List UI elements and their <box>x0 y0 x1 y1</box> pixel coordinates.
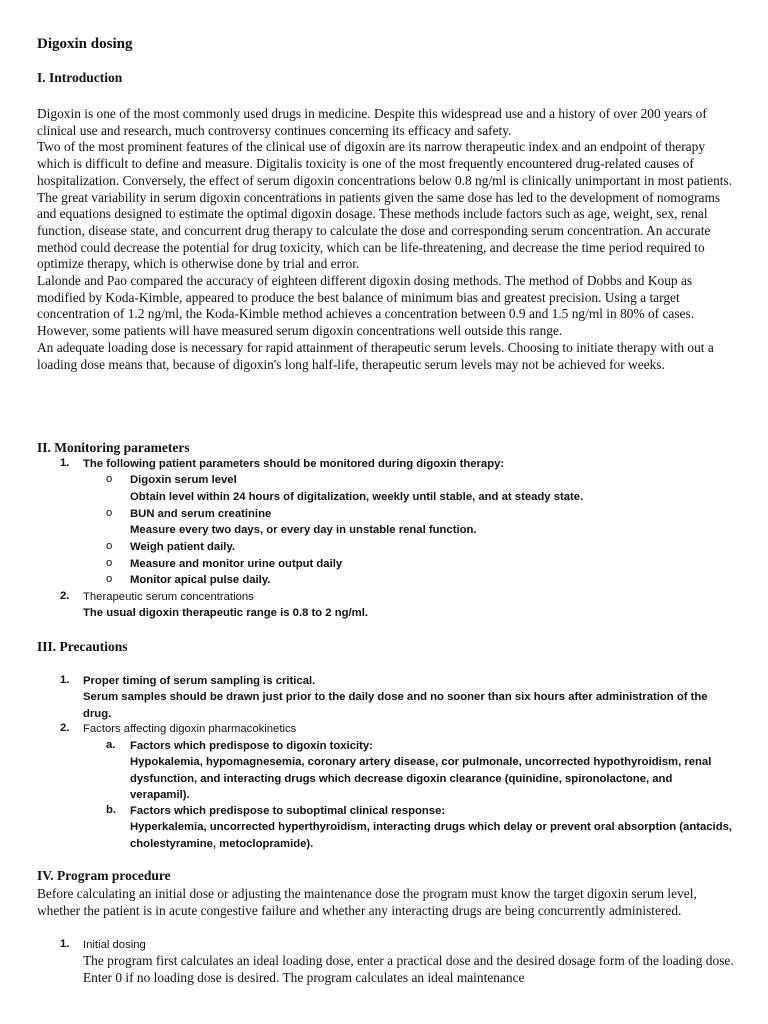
paragraph: The great variability in serum digoxin concentrations in patients given the same dose has led to the development of nomograms and equations designed to estimate the optimal digoxin dosage. These methods include factors such as age, weight, sex, renal function, disease state, and concurrent drug therapy to calculate the dose and corresponding serum concentration. An accurate method could decrease the potential for drug toxicity, which can be life-threatening, and decrease the time period required to optimize therapy, which is otherwise done by trial and error. <box>37 189 721 272</box>
section-heading-program-procedure: IV. Program procedure <box>37 868 171 883</box>
bullet-marker: o <box>106 573 113 585</box>
program-procedure-intro: Before calculating an initial dose or adjusting the maintenance dose the program must know the target digoxin serum level, whether the patient is in acute congestive failure and whether any interacting drugs are being concurrently administered. <box>37 886 697 918</box>
sublist-item-text: Factors which predispose to suboptimal clinical response: <box>130 805 446 817</box>
list-number: 1. <box>60 938 70 950</box>
paragraph: Lalonde and Pao compared the accuracy of eighteen different digoxin dosing methods. The method of Dobbs and Koup as modified by Koda-Kimble, appeared to produce the best balance of minimum bias and greatest precision. Using a target concentration of 1.2 ng/ml, the Koda-Kimble method achieves a concentration between 0.9 and 1.5 ng/ml in 80% of cases. However, some patients will have measured serum digoxin concentrations well outside this range. <box>37 273 695 339</box>
sublist-item-detail: Hypokalemia, hypomagnesemia, coronary artery disease, cor pulmonale, uncorrected hypothyroidism, renal dysfunction, and interacting drugs which decrease digoxin clearance (quinidine, spironolactone, and verapamil). <box>130 756 712 802</box>
list-item-detail: Serum samples should be drawn just prior to the daily dose and no sooner than six hours after administration of the drug. <box>83 691 708 720</box>
bullet-item: Weigh patient daily. <box>130 541 236 553</box>
paragraph: An adequate loading dose is necessary for rapid attainment of therapeutic serum levels. Choosing to initiate therapy with out a loading dose means that, because of digoxin's long half-life, therapeutic serum levels may not be achieved for weeks. <box>37 339 714 372</box>
bullet-item: Monitor apical pulse daily. <box>130 574 271 586</box>
bullet-item: Digoxin serum level <box>130 474 237 486</box>
bullet-detail: Measure every two days, or every day in unstable renal function. <box>130 524 477 536</box>
list-item-text: Initial dosing <box>83 939 146 951</box>
sublist-item-detail: Hyperkalemia, uncorrected hyperthyroidism, interacting drugs which delay or prevent oral absorption (antacids, cholestyramine, metoclopramide). <box>130 821 733 850</box>
list-item-text: Proper timing of serum sampling is critical. <box>83 675 316 687</box>
list-number: 1. <box>60 457 70 469</box>
sublist-label: a. <box>106 739 116 751</box>
section-heading-monitoring: II. Monitoring parameters <box>37 440 190 455</box>
bullet-item: BUN and serum creatinine <box>130 508 272 520</box>
bullet-marker: o <box>106 557 113 569</box>
list-item-text: The following patient parameters should be monitored during digoxin therapy: <box>83 458 505 470</box>
paragraph: Two of the most prominent features of the clinical use of digoxin are its narrow therapeutic index and an endpoint of therapy which is difficult to define and measure. Digitalis toxicity is one of the most frequently encountered drug-related causes of hospitalization. Conversely, the effect of serum digoxin concentrations below 0.8 ng/ml is clinically unimportant in most patients. <box>37 139 733 188</box>
list-item-detail: The program first calculates an ideal loading dose, enter a practical dose and the desired dosage form of the loading dose. Enter 0 if no loading dose is desired. The program calculates an ideal maintenance <box>83 953 734 985</box>
list-number: 2. <box>60 722 70 734</box>
list-number: 1. <box>60 674 70 686</box>
bullet-marker: o <box>106 540 113 552</box>
list-item-detail: The usual digoxin therapeutic range is 0.8 to 2 ng/ml. <box>83 607 368 619</box>
sublist-label: b. <box>106 804 117 816</box>
section-heading-introduction: I. Introduction <box>37 70 123 85</box>
list-number: 2. <box>60 590 70 602</box>
bullet-item: Measure and monitor urine output daily <box>130 558 343 570</box>
document-title: Digoxin dosing <box>37 36 133 52</box>
list-item-text: Therapeutic serum concentrations <box>83 591 254 603</box>
bullet-marker: o <box>106 507 113 519</box>
introduction-body <box>37 106 737 373</box>
paragraph: Digoxin is one of the most commonly used drugs in medicine. Despite this widespread use and a history of over 200 years of clinical use and research, much controversy continues concerning its efficacy and safety. <box>37 106 707 138</box>
section-heading-precautions: III. Precautions <box>37 639 128 654</box>
list-item-text: Factors affecting digoxin pharmacokinetics <box>83 723 297 735</box>
sublist-item-text: Factors which predispose to digoxin toxicity: <box>130 740 373 752</box>
bullet-marker: o <box>106 473 113 485</box>
bullet-detail: Obtain level within 24 hours of digitalization, weekly until stable, and at steady state. <box>130 491 584 503</box>
